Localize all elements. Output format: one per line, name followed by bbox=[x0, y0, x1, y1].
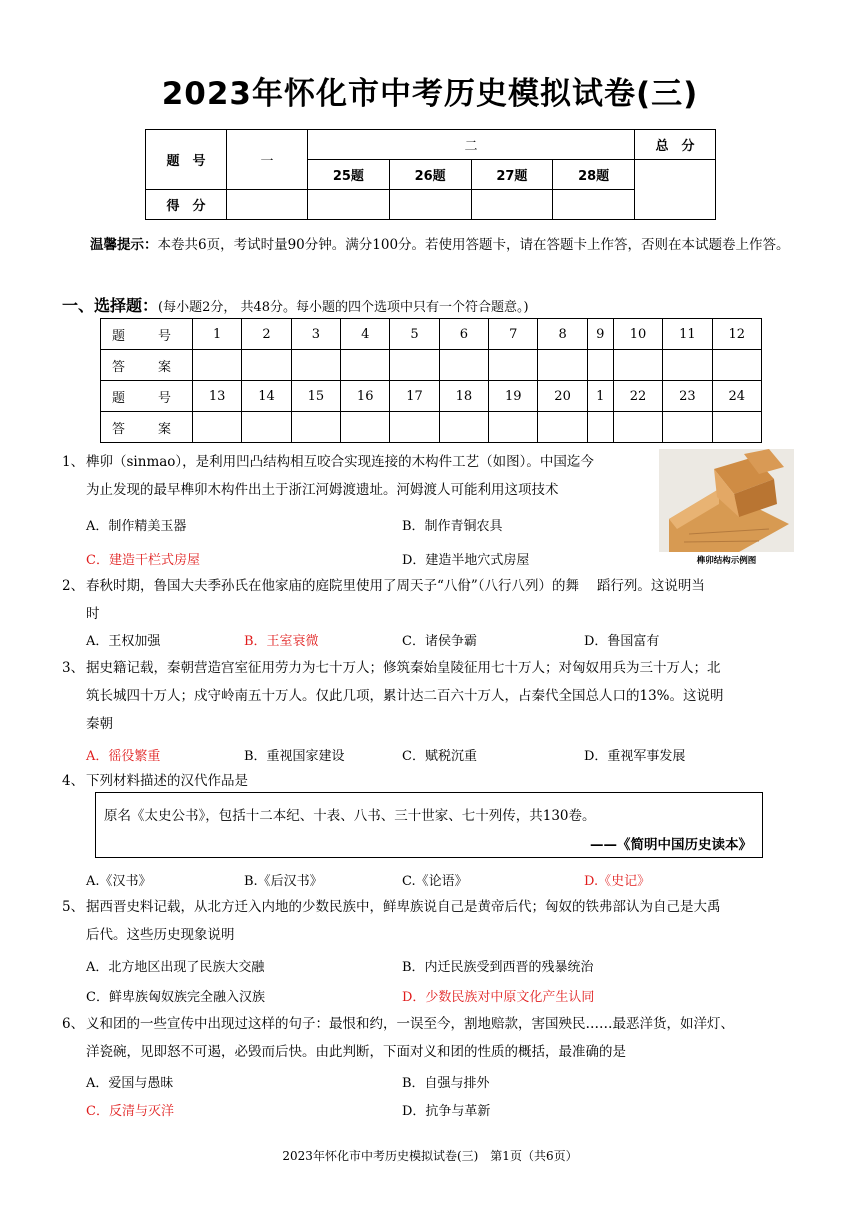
answer-table bbox=[100, 318, 762, 443]
score-sub-25: 25题 bbox=[308, 160, 390, 190]
question-number-cell: 14 bbox=[242, 381, 291, 412]
score-cell bbox=[471, 190, 553, 220]
answer-cell[interactable] bbox=[613, 350, 662, 381]
question-number-cell: 10 bbox=[613, 319, 662, 350]
question-number-cell: 20 bbox=[538, 381, 587, 412]
option-4a[interactable]: A.《汉书》 bbox=[86, 874, 152, 889]
question-text: 后代。这些历史现象说明 bbox=[86, 927, 235, 943]
answer-table-label: 题 号 bbox=[101, 319, 193, 350]
option-3c[interactable]: C．赋税沉重 bbox=[402, 749, 477, 764]
question-number-cell: 11 bbox=[663, 319, 712, 350]
answer-table-label: 题 号 bbox=[101, 381, 193, 412]
question-number-cell: 9 bbox=[587, 319, 613, 350]
score-sub-26: 26题 bbox=[389, 160, 471, 190]
question-text: 筑长城四十万人；戍守岭南五十万人。仅此几项，累计达二百六十万人，占秦代全国总人口的13%。这说明 bbox=[86, 688, 724, 704]
tenon-mortise-illustration bbox=[659, 449, 794, 552]
quote-text: 原名《太史公书》，包括十二本纪、十表、八书、三十世家、七十列传，共130卷。 bbox=[104, 808, 596, 824]
option-4d[interactable]: D.《史记》 bbox=[584, 874, 651, 889]
option-6c[interactable]: C．反清与灭洋 bbox=[86, 1104, 174, 1119]
score-cell bbox=[553, 190, 635, 220]
option-1d[interactable]: D．建造半地穴式房屋 bbox=[402, 553, 530, 568]
answer-cell[interactable] bbox=[489, 350, 538, 381]
option-1a[interactable]: A．制作精美玉器 bbox=[86, 519, 187, 534]
answer-cell[interactable] bbox=[390, 350, 439, 381]
answer-cell[interactable] bbox=[242, 412, 291, 443]
option-5c[interactable]: C．鲜卑族匈奴族完全融入汉族 bbox=[86, 990, 265, 1005]
question-number: 4、 bbox=[62, 773, 85, 789]
question-number-cell: 4 bbox=[341, 319, 390, 350]
question-number-cell: 17 bbox=[390, 381, 439, 412]
question-number: 2、 bbox=[62, 578, 85, 594]
question-3 bbox=[62, 654, 724, 738]
answer-cell[interactable] bbox=[489, 412, 538, 443]
option-2c[interactable]: C．诸侯争霸 bbox=[402, 634, 477, 649]
question-text: 下列材料描述的汉代作品是 bbox=[86, 773, 248, 789]
answer-cell[interactable] bbox=[390, 412, 439, 443]
answer-table-label: 答 案 bbox=[101, 350, 193, 381]
answer-cell[interactable] bbox=[291, 350, 340, 381]
question-6 bbox=[62, 1010, 734, 1066]
question-text: 据史籍记载，秦朝营造宫室征用劳力为七十万人；修筑秦始皇陵征用七十万人；对匈奴用兵为三十万人；北 bbox=[86, 660, 721, 676]
question-text: 秦朝 bbox=[86, 716, 113, 732]
question-number-cell: 7 bbox=[489, 319, 538, 350]
answer-cell[interactable] bbox=[193, 412, 242, 443]
question-2 bbox=[62, 572, 705, 628]
answer-cell[interactable] bbox=[439, 350, 488, 381]
question-text: 为止发现的最早榫卯木构件出土于浙江河姆渡遗址。河姆渡人可能利用这项技术 bbox=[86, 482, 559, 498]
answer-cell[interactable] bbox=[242, 350, 291, 381]
question-number-cell: 19 bbox=[489, 381, 538, 412]
question-5 bbox=[62, 893, 721, 949]
tip-text: 本卷共6页，考试时量90分钟。满分100分。若使用答题卡，请在答题卡上作答，否则在本试题卷上作答。 bbox=[157, 237, 790, 253]
score-label-number: 题 号 bbox=[146, 130, 227, 190]
score-cell bbox=[389, 190, 471, 220]
score-part-one: 一 bbox=[227, 130, 308, 190]
question-number-cell: 3 bbox=[291, 319, 340, 350]
answer-cell[interactable] bbox=[341, 350, 390, 381]
answer-table-label: 答 案 bbox=[101, 412, 193, 443]
question-number-cell: 13 bbox=[193, 381, 242, 412]
score-cell bbox=[308, 190, 390, 220]
answer-cell[interactable] bbox=[538, 412, 587, 443]
question-1 bbox=[62, 448, 594, 504]
score-total: 总 分 bbox=[635, 130, 716, 160]
question-text: 洋瓷碗，见即怒不可遏，必毁而后快。由此判断，下面对义和团的性质的概括，最准确的是 bbox=[86, 1044, 626, 1060]
question-number-cell: 15 bbox=[291, 381, 340, 412]
answer-cell[interactable] bbox=[193, 350, 242, 381]
score-table bbox=[145, 129, 716, 220]
question-4 bbox=[62, 767, 248, 795]
score-cell bbox=[227, 190, 308, 220]
question-number: 1、 bbox=[62, 454, 85, 470]
option-2a[interactable]: A．王权加强 bbox=[86, 634, 161, 649]
exam-tip bbox=[62, 231, 804, 260]
score-total-cell bbox=[635, 160, 716, 220]
score-label-score: 得 分 bbox=[146, 190, 227, 220]
option-5b[interactable]: B．内迁民族受到西晋的残暴统治 bbox=[402, 960, 594, 975]
question-number-cell: 2 bbox=[242, 319, 291, 350]
answer-cell[interactable] bbox=[291, 412, 340, 443]
option-4c[interactable]: C.《论语》 bbox=[402, 874, 468, 889]
option-3a[interactable]: A．徭役繁重 bbox=[86, 749, 161, 764]
option-5a[interactable]: A．北方地区出现了民族大交融 bbox=[86, 960, 265, 975]
page-footer: 2023年怀化市中考历史模拟试卷(三) 第1页（共6页） bbox=[282, 1149, 578, 1163]
image-caption: 榫卯结构示例图 bbox=[696, 556, 757, 566]
answer-cell[interactable] bbox=[712, 412, 761, 443]
question-number-cell: 18 bbox=[439, 381, 488, 412]
section-note: (每小题2分， 共48分。每小题的四个选项中只有一个符合题意。) bbox=[158, 300, 529, 315]
option-5d[interactable]: D．少数民族对中原文化产生认同 bbox=[402, 990, 595, 1005]
option-1b[interactable]: B．制作青铜农具 bbox=[402, 519, 503, 534]
question-number-cell: 1 bbox=[587, 381, 613, 412]
quote-source: ——《简明中国历史读本》 bbox=[590, 837, 752, 853]
source-quote-box bbox=[95, 792, 763, 858]
question-number-cell: 12 bbox=[712, 319, 761, 350]
answer-cell[interactable] bbox=[341, 412, 390, 443]
section-title: 一、选择题： bbox=[62, 296, 159, 315]
question-number-cell: 23 bbox=[663, 381, 712, 412]
option-6d[interactable]: D．抗争与革新 bbox=[402, 1104, 491, 1119]
exam-title: 2023年怀化市中考历史模拟试卷(三) bbox=[161, 76, 699, 112]
question-text: 榫卯（sinmao），是利用凹凸结构相互咬合实现连接的木构件工艺（如图）。中国迄今 bbox=[86, 454, 594, 470]
option-3b[interactable]: B．重视国家建设 bbox=[244, 749, 345, 764]
question-text: 春秋时期，鲁国大夫季孙氏在他家庙的庭院里使用了周天子“八佾”（八行八列）的舞 蹈行列。这说明当 bbox=[86, 578, 705, 594]
option-2b[interactable]: B．王室衰微 bbox=[244, 634, 319, 649]
tip-label: 温馨提示： bbox=[90, 237, 158, 253]
answer-cell[interactable] bbox=[663, 350, 712, 381]
question-number-cell: 22 bbox=[613, 381, 662, 412]
question-number-cell: 8 bbox=[538, 319, 587, 350]
option-4b[interactable]: B.《后汉书》 bbox=[244, 874, 323, 889]
answer-cell[interactable] bbox=[613, 412, 662, 443]
option-6b[interactable]: B．自强与排外 bbox=[402, 1076, 490, 1091]
question-number: 5、 bbox=[62, 899, 85, 915]
question-number-cell: 1 bbox=[193, 319, 242, 350]
question-number-cell: 16 bbox=[341, 381, 390, 412]
tenon-mortise-image bbox=[659, 449, 794, 552]
answer-cell[interactable] bbox=[439, 412, 488, 443]
question-text: 义和团的一些宣传中出现过这样的句子：最恨和约，一误至今，割地赔款，害国殃民……最恶洋货，如洋灯、 bbox=[86, 1016, 734, 1032]
answer-cell[interactable] bbox=[712, 350, 761, 381]
score-sub-28: 28题 bbox=[553, 160, 635, 190]
option-2d[interactable]: D．鲁国富有 bbox=[584, 634, 660, 649]
answer-cell[interactable] bbox=[663, 412, 712, 443]
score-sub-27: 27题 bbox=[471, 160, 553, 190]
answer-cell[interactable] bbox=[587, 350, 613, 381]
answer-cell[interactable] bbox=[587, 412, 613, 443]
question-text: 时 bbox=[86, 606, 100, 622]
answer-cell[interactable] bbox=[538, 350, 587, 381]
score-part-two: 二 bbox=[308, 130, 635, 160]
option-1c[interactable]: C．建造干栏式房屋 bbox=[86, 553, 200, 568]
question-number: 6、 bbox=[62, 1016, 85, 1032]
section-heading bbox=[62, 293, 529, 316]
question-number-cell: 6 bbox=[439, 319, 488, 350]
question-number-cell: 24 bbox=[712, 381, 761, 412]
question-text: 据西晋史料记载，从北方迁入内地的少数民族中，鲜卑族说自己是黄帝后代；匈奴的铁弗部认为自己是大禹 bbox=[86, 899, 721, 915]
question-number: 3、 bbox=[62, 660, 85, 676]
question-number-cell: 5 bbox=[390, 319, 439, 350]
option-3d[interactable]: D．重视军事发展 bbox=[584, 749, 686, 764]
option-6a[interactable]: A．爱国与愚昧 bbox=[86, 1076, 174, 1091]
